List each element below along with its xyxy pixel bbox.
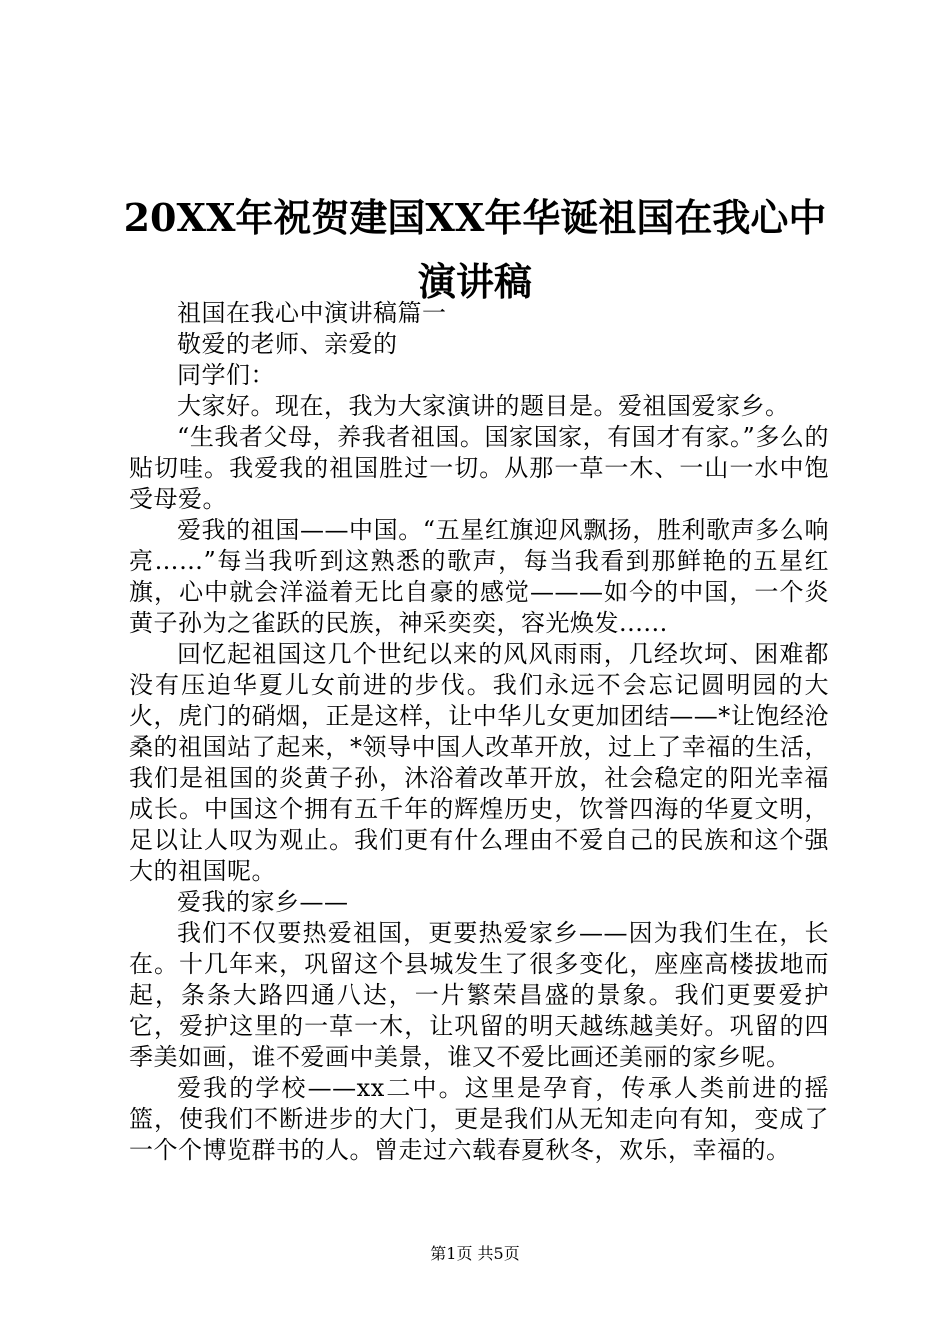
document-title: 20XX年祝贺建国XX年华诞祖国在我心中演讲稿 [123, 195, 827, 304]
page-footer: 第1页 共5页 [430, 1244, 520, 1263]
paragraph-salutation-cont: 同学们： [177, 361, 275, 389]
paragraph-history: 回忆起祖国这几个世纪以来的风风雨雨，几经坎坷、困难都没有压迫华夏儿女前进的步伐。我们永远不会忘记圆明园的大火，虎门的硝烟，正是这样，让中华儿女更加团结——*让饱经沧桑的祖国站了起来，*领导中国人改革开放，过上了幸福的生活，我们是祖国的炎黄子孙，沐浴着改革开放，社会稳定的阳光幸福成长。中国这个拥有五千年的辉煌历史，饮誉四海的华夏文明，足以让人叹为观止。我们更有什么理由不爱自己的民族和这个强大的祖国呢。 [129, 640, 829, 885]
paragraph-hometown-heading: 爱我的家乡—— [177, 888, 349, 916]
paragraph-school: 爱我的学校——xx二中。这里是孕育，传承人类前进的摇篮，使我们不断进步的大门，更是我们从无知走向有知，变成了一个个博览群书的人。曾走过六载春夏秋冬，欢乐，幸福的。 [129, 1074, 829, 1164]
paragraph-hometown: 我们不仅要热爱祖国，更要热爱家乡——因为我们生在，长在。十几年来，巩留这个县城发生了很多变化，座座高楼拔地而起，条条大路四通八达，一片繁荣昌盛的景象。我们更要爱护它，爱护这里的一草一木，让巩留的明天越练越美好。巩留的四季美如画，谁不爱画中美景，谁又不爱比画还美丽的家乡呢。 [129, 919, 829, 1071]
paragraph-greeting: 大家好。现在，我为大家演讲的题目是。爱祖国爱家乡。 [177, 392, 790, 420]
paragraph-heading: 祖国在我心中演讲稿篇一 [177, 299, 447, 327]
document-body [129, 298, 829, 1166]
paragraph-motherland: 爱我的祖国——中国。“五星红旗迎风飘扬，胜利歌声多么响亮……”每当我听到这熟悉的歌声，每当我看到那鲜艳的五星红旗，心中就会洋溢着无比自豪的感觉———如今的中国，一个炎黄子孙为之雀跃的民族，神采奕奕，容光焕发...... [129, 516, 829, 637]
paragraph-quote: “生我者父母，养我者祖国。国家国家，有国才有家。”多么的贴切哇。我爱我的祖国胜过一切。从那一草一木、一山一水中饱受母爱。 [129, 423, 829, 513]
paragraph-salutation: 敬爱的老师、亲爱的 [177, 330, 398, 358]
